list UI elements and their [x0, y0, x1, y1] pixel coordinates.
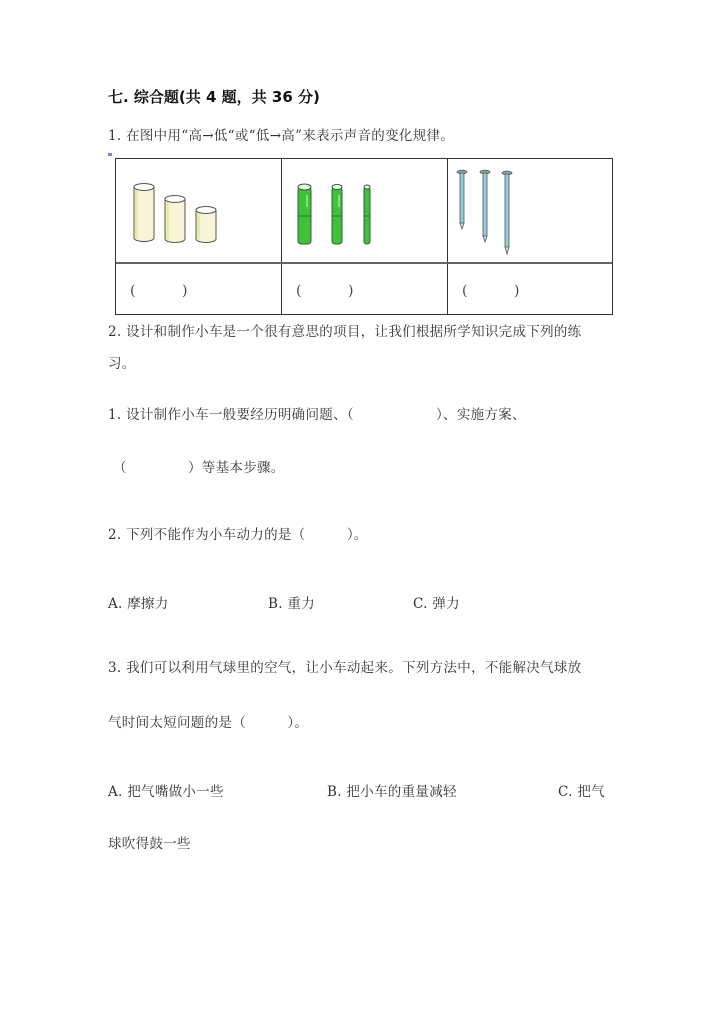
table-cell-nails	[448, 159, 613, 299]
sub3-option-a: A. 把气嘴做小一些	[108, 784, 224, 800]
question2-stem-line2: 习。	[108, 356, 136, 372]
sub2-option-b: B. 重力	[268, 596, 316, 612]
sub3-option-c-continued: 球吹得鼓一些	[108, 836, 191, 852]
nails-image	[448, 159, 613, 262]
sub2-stem: 2. 下列不能作为小车动力的是（ ）。	[108, 527, 368, 543]
sub1-line2-part-b: ）等基本步骤。	[188, 460, 285, 476]
sub3-option-b: B. 把小车的重量减轻	[327, 784, 457, 800]
sub1-line2-part-a: （	[113, 460, 127, 476]
sub3-stem-line2: 气时间太短问题的是（ ）。	[108, 715, 309, 731]
sub1-line1-part-b: ）、实施方案、	[436, 407, 526, 423]
anchor-marker	[108, 153, 112, 156]
answer-open-paren: (	[130, 283, 136, 299]
answer-open-paren: (	[462, 283, 468, 299]
question1-table	[115, 158, 613, 315]
answer-open-paren: (	[296, 283, 302, 299]
answer-close-paren: )	[514, 283, 520, 299]
sub3-option-c: C. 把气	[558, 784, 605, 800]
cylinders-image	[116, 159, 281, 262]
sub2-option-a: A. 摩擦力	[108, 596, 169, 612]
section-title: 七. 综合题(共 4 题，共 36 分)	[108, 88, 320, 106]
question1-stem: 1. 在图中用“高→低“或“低→高”来表示声音的变化规律。	[108, 128, 455, 144]
sub1-line1-part-a: 1. 设计制作小车一般要经历明确问题、（	[108, 407, 354, 423]
table-cell-bamboo	[282, 159, 447, 299]
question2-stem-line1: 2. 设计和制作小车是一个很有意思的项目，让我们根据所学知识完成下列的练	[108, 324, 582, 340]
answer-close-paren: )	[348, 283, 354, 299]
bamboo-tubes-image	[282, 159, 447, 262]
table-cell-cylinders	[116, 159, 281, 299]
sub2-option-c: C. 弹力	[413, 596, 460, 612]
sub3-stem-line1: 3. 我们可以利用气球里的空气，让小车动起来。下列方法中，不能解决气球放	[108, 660, 582, 676]
answer-close-paren: )	[182, 283, 188, 299]
table-row-divider	[116, 262, 612, 264]
